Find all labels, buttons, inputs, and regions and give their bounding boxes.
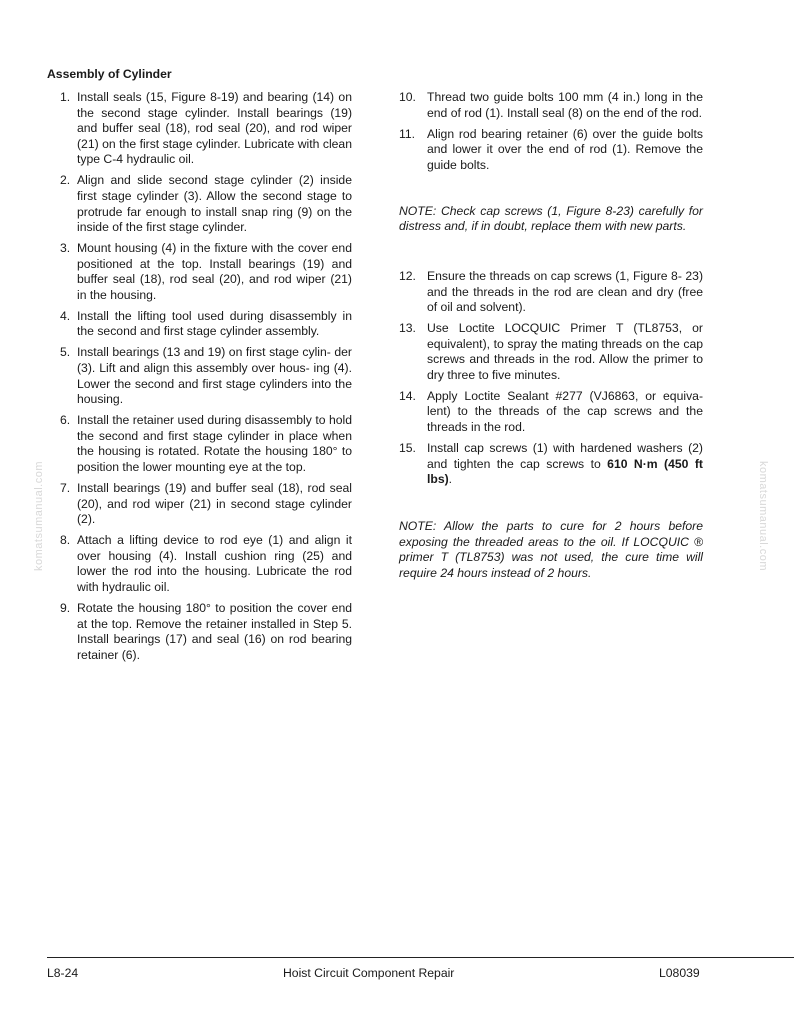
right-column xyxy=(399,90,703,582)
spacer xyxy=(399,179,703,204)
watermark-right: komatsumanual.com xyxy=(757,461,769,571)
step-number: 6. xyxy=(60,413,71,428)
step-item xyxy=(60,345,352,407)
left-column xyxy=(60,90,352,669)
step-item xyxy=(399,127,703,174)
step-text: Align rod bearing retainer (6) over the guide bolts and lower it over the end of rod (1). Remove the guide bolts. xyxy=(427,126,703,172)
spacer xyxy=(399,493,703,519)
step-text: Align and slide second stage cylinder (2) inside first stage cylinder (3). Allow the second stage to protrude far enough to install snap ring (9) on the inside of the first stage cylinder. xyxy=(77,173,352,235)
step-item xyxy=(60,90,352,168)
step-text: Install bearings (19) and buffer seal (18), rod seal (20), and rod wiper (21) in second stage cylinder (2). xyxy=(77,481,352,527)
footer-doc-id: L08039 xyxy=(659,966,700,980)
note-cure-time: NOTE: Allow the parts to cure for 2 hours before exposing the threaded areas to the oil. If LOCQUIC ® primer T (TL8753) was not used, the cure time will require 24 hours instead of 2 hours. xyxy=(399,519,703,580)
watermark-left: komatsumanual.com xyxy=(33,461,45,571)
step-number: 8. xyxy=(60,533,71,548)
step-item xyxy=(60,241,352,303)
step-text-main: Install cap screws (1) with hardened washers (2) and tighten the cap screws to xyxy=(427,441,703,471)
note-cap-screws: NOTE: Check cap screws (1, Figure 8-23) carefully for distress and, if in doubt, replace them with new parts. xyxy=(399,203,703,234)
right-steps-list-b xyxy=(399,269,703,488)
step-text-end: . xyxy=(448,472,453,487)
step-item xyxy=(399,90,703,121)
step-number: 2. xyxy=(60,173,71,188)
step-item xyxy=(399,321,703,383)
step-item xyxy=(399,389,703,436)
spacer xyxy=(399,235,703,269)
right-steps-list-a xyxy=(399,90,703,173)
step-text: Ensure the threads on cap screws (1, Figure 8- 23) and the threads in the rod are clean and dry (free of oil and solvent). xyxy=(427,268,703,315)
step-item xyxy=(60,601,352,663)
footer-divider xyxy=(47,957,794,958)
step-number: 14. xyxy=(399,388,416,403)
footer-page-number: L8-24 xyxy=(47,966,79,980)
step-number: 7. xyxy=(60,481,71,495)
step-text: Rotate the housing 180° to position the cover end at the top. Remove the retainer installed in Step 5. Install bearings (17) and seal (16) on rod bearing retainer (6). xyxy=(77,600,352,662)
step-number: 15. xyxy=(399,441,416,456)
step-text: Install the retainer used during disassembly to hold the second and first stage cylinder in place when the housing is rotated. Rotate the housing 180° to position the lower mounting eye at the top. xyxy=(77,413,352,475)
step-number: 13. xyxy=(399,321,416,336)
step-text: Mount housing (4) in the fixture with the cover end positioned at the top. Install bearings (19) and buffer seal (18), rod seal (20), and rod wiper (21) in the housing. xyxy=(77,241,352,302)
step-item xyxy=(399,441,703,488)
left-steps-list xyxy=(60,90,352,663)
step-text: Use Loctite LOCQUIC Primer T (TL8753, or equivalent), to spray the mating threads on the cap screws and threads in the rod. Allow the primer to dry three to five minutes. xyxy=(427,321,703,382)
step-number: 9. xyxy=(60,600,71,615)
step-text: Install the lifting tool used during disassembly in the second and first stage cylinder assembly. xyxy=(77,308,352,339)
footer-title: Hoist Circuit Component Repair xyxy=(283,966,455,980)
step-item xyxy=(60,533,352,595)
step-number: 10. xyxy=(399,90,416,104)
step-number: 12. xyxy=(399,268,416,283)
step-text: Attach a lifting device to rod eye (1) and align it over housing (4). Install cushion ring (25) and lower the rod into the housing. Lubricate the rod with hydraulic oil. xyxy=(77,533,352,594)
step-text: Apply Loctite Sealant #277 (VJ6863, or equiva- lent) to the threads of the cap screws and the threads in the rod. xyxy=(427,388,703,435)
step-item xyxy=(60,481,352,528)
step-item xyxy=(60,173,352,235)
section-heading: Assembly of Cylinder xyxy=(47,67,172,81)
step-text xyxy=(427,441,703,486)
step-text: Thread two guide bolts 100 mm (4 in.) long in the end of rod (1). Install seal (8) on the end of the rod. xyxy=(427,90,703,120)
torque-value: 610 N·m (450 ft lbs) xyxy=(427,456,703,487)
step-number: 11. xyxy=(399,126,416,141)
step-text: Install seals (15, Figure 8-19) and bearing (14) on the second stage cylinder. Install bearings (19) and buffer seal (18), rod seal (20), and rod wiper (21) on the first stage cylinder. Lubricate with clean type C-4 hydraulic oil. xyxy=(77,90,352,167)
step-number: 4. xyxy=(60,308,71,323)
step-text: Install bearings (13 and 19) on first stage cylin- der (3). Lift and align this assembly over hous- ing (4). Lower the second and first stage cylinders into the housing. xyxy=(77,345,352,407)
step-item xyxy=(399,269,703,316)
step-number: 1. xyxy=(60,90,71,104)
step-item xyxy=(60,309,352,340)
step-item xyxy=(60,413,352,475)
step-number: 5. xyxy=(60,345,71,360)
step-number: 3. xyxy=(60,241,71,256)
